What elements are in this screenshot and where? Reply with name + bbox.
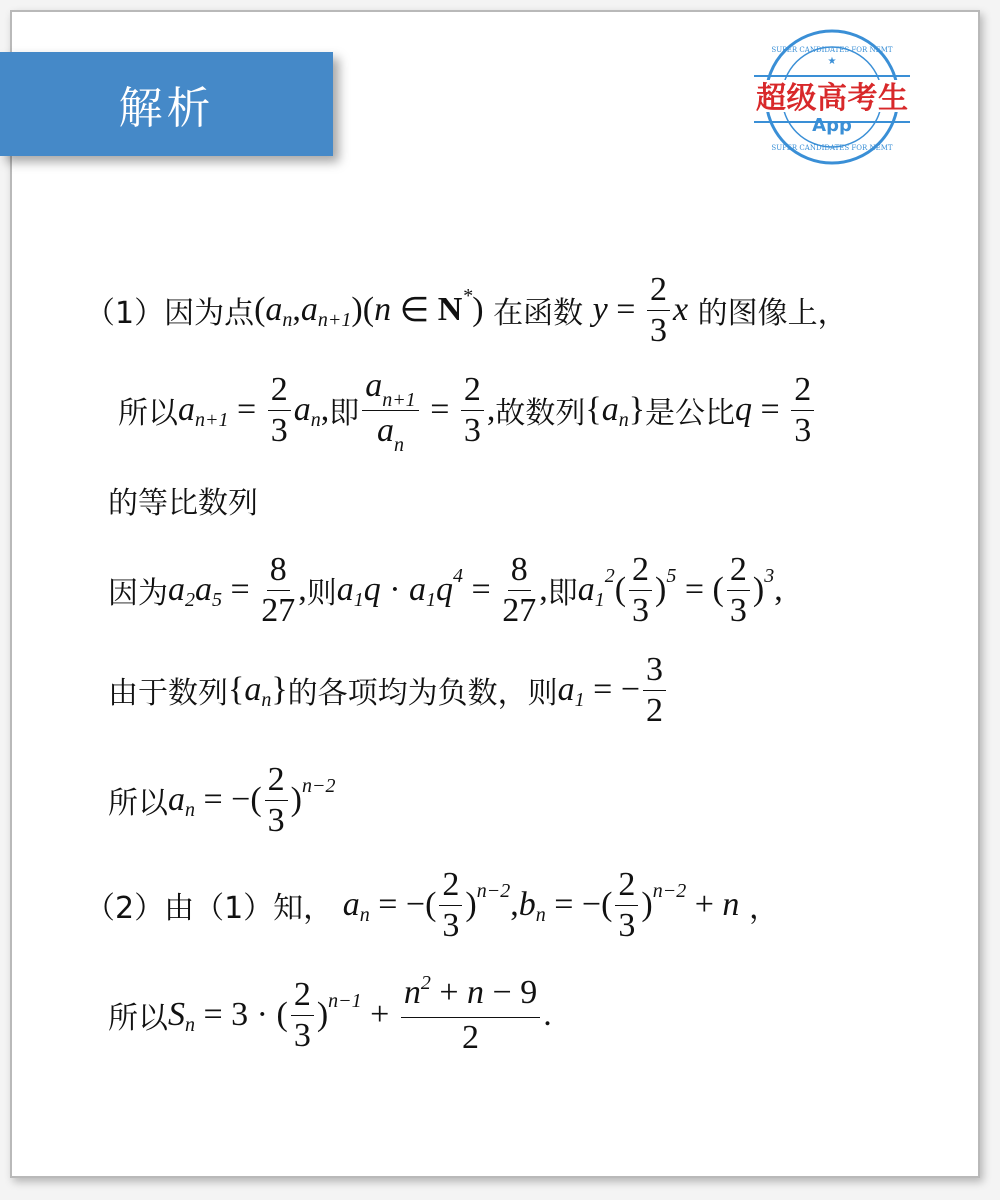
fraction	[791, 370, 814, 451]
math-symbol: 2	[463, 370, 481, 408]
svg-text:SUPER CANDIDATES FOR NEMT: SUPER CANDIDATES FOR NEMT	[771, 144, 893, 152]
text-run: 则	[306, 576, 337, 611]
math-symbol: )	[290, 781, 302, 818]
math-symbol: )	[465, 886, 477, 923]
math-symbol: )	[472, 291, 484, 328]
solution-line	[108, 755, 336, 845]
subscript: 2	[185, 588, 195, 611]
denominator	[442, 906, 459, 946]
math-symbol: ·	[380, 571, 410, 608]
numerator	[267, 550, 290, 591]
fraction	[647, 270, 670, 351]
math-variable: a	[178, 391, 195, 428]
denominator	[464, 411, 481, 451]
superscript: n−2	[476, 879, 511, 902]
math-symbol: }	[271, 671, 288, 708]
math-symbol: 2	[267, 760, 285, 798]
math-variable: y	[592, 291, 608, 328]
math-symbol: 3	[646, 650, 664, 688]
math-symbol: }	[628, 391, 646, 428]
superscript: 2	[420, 971, 431, 994]
subscript: n	[282, 308, 293, 331]
denominator	[632, 591, 649, 631]
math-variable: a	[557, 671, 575, 708]
math-symbol: 2	[729, 550, 747, 588]
math-symbol: =	[752, 391, 789, 428]
denominator	[646, 691, 663, 731]
fraction	[362, 366, 419, 455]
text-run: 由于数列	[108, 676, 228, 711]
math-symbol: 2	[462, 1018, 480, 1056]
math-variable: a	[168, 781, 185, 818]
math-variable: n	[403, 973, 421, 1011]
solution-line	[85, 265, 848, 355]
subscript: n	[535, 903, 546, 926]
math-symbol: 3	[442, 906, 460, 944]
math-symbol: 2	[270, 370, 288, 408]
math-symbol: ,	[539, 571, 548, 608]
subscript: n+1	[195, 408, 229, 431]
math-symbol: =	[222, 571, 259, 608]
denominator	[268, 801, 285, 841]
math-symbol: 3	[463, 411, 481, 449]
subscript: n	[618, 408, 629, 431]
math-symbol: 8	[269, 550, 287, 588]
math-symbol: {	[228, 671, 245, 708]
svg-text:App: App	[812, 115, 852, 136]
text-run: 即	[547, 576, 578, 611]
numerator	[291, 975, 314, 1016]
svg-text:★: ★	[827, 56, 837, 67]
math-variable: a	[168, 571, 185, 608]
superscript: 2	[604, 564, 615, 587]
math-symbol: − 9	[484, 973, 538, 1011]
fraction	[727, 550, 750, 631]
math-symbol: )	[641, 886, 653, 923]
math-symbol: 2	[293, 975, 311, 1013]
brand-logo	[752, 26, 912, 168]
fraction	[291, 975, 314, 1056]
superscript: n−2	[652, 879, 687, 902]
numerator	[461, 370, 484, 411]
fraction	[265, 760, 288, 841]
math-symbol: (	[614, 571, 627, 608]
text-run: 所以	[118, 396, 178, 431]
fraction	[502, 550, 536, 631]
solution-line	[108, 645, 669, 735]
superscript: 4	[453, 564, 464, 587]
text-run: 所以	[108, 1001, 168, 1036]
math-symbol: = −	[584, 671, 641, 708]
subscript: n	[185, 798, 195, 821]
superscript: 3	[764, 564, 775, 587]
math-variable: b	[518, 886, 536, 923]
text-run: 的各项均为负数，则	[287, 676, 558, 711]
math-symbol: =	[463, 571, 500, 608]
math-variable: a	[293, 391, 311, 428]
denominator	[261, 591, 295, 631]
numerator	[268, 370, 291, 411]
math-symbol: = −(	[369, 886, 437, 923]
math-symbol: ,	[774, 571, 783, 608]
fraction	[439, 865, 462, 946]
text-run: 即	[329, 396, 360, 431]
math-variable: S	[168, 996, 185, 1033]
math-variable: n	[374, 291, 392, 328]
denominator	[794, 411, 811, 451]
text-run: ，	[739, 891, 779, 926]
text-run: 故数列	[495, 396, 586, 431]
math-symbol: =	[228, 391, 265, 428]
solution-line	[108, 970, 552, 1060]
math-variable: a	[365, 366, 383, 404]
math-symbol: +	[686, 886, 723, 923]
math-symbol: = −(	[195, 781, 262, 818]
superscript: *	[462, 284, 473, 307]
math-symbol: 3	[632, 591, 650, 629]
text-run: 因为	[108, 576, 168, 611]
math-symbol: ∈	[391, 292, 438, 329]
math-symbol: 3	[618, 906, 636, 944]
math-symbol: )	[316, 996, 329, 1033]
subscript: 5	[212, 588, 222, 611]
math-symbol: ,	[320, 391, 330, 428]
numerator	[439, 865, 462, 906]
math-variable: q	[363, 571, 381, 608]
math-variable: a	[409, 571, 427, 608]
math-symbol: =	[421, 391, 458, 428]
math-symbol: ,	[298, 571, 307, 608]
denominator	[730, 591, 747, 631]
math-variable: q	[436, 571, 454, 608]
numerator	[629, 550, 652, 591]
math-symbol: = −(	[545, 886, 613, 923]
denominator	[462, 1018, 479, 1058]
math-symbol: 3	[267, 801, 285, 839]
solution-line	[108, 455, 258, 545]
math-variable: a	[376, 411, 394, 449]
numerator	[265, 760, 288, 801]
math-symbol: 3	[649, 311, 667, 349]
math-symbol: 27	[261, 591, 296, 629]
math-variable: a	[195, 571, 212, 608]
math-symbol: 8	[510, 550, 528, 588]
subscript: 1	[574, 688, 585, 711]
fraction	[261, 550, 295, 631]
fraction	[268, 370, 291, 451]
subscript: n+1	[382, 388, 416, 411]
numerator	[727, 550, 750, 591]
math-symbol: 2	[646, 691, 664, 729]
text-run: 的等比数列	[108, 486, 258, 521]
math-variable: a	[300, 291, 318, 328]
math-symbol: {	[585, 391, 602, 428]
subscript: 1	[594, 588, 605, 611]
text-run: 在函数	[483, 296, 593, 331]
math-variable: x	[672, 291, 689, 328]
solution-line	[118, 365, 817, 455]
math-variable: n	[722, 886, 740, 923]
numerator	[508, 550, 531, 591]
numerator	[615, 865, 638, 906]
math-symbol: (	[254, 291, 266, 328]
subscript: n	[310, 408, 321, 431]
math-symbol: 3	[729, 591, 747, 629]
math-symbol: 2	[649, 270, 667, 308]
math-variable: a	[244, 671, 262, 708]
denominator	[294, 1016, 311, 1056]
math-symbol: = 3 · (	[195, 996, 288, 1033]
text-run: （2）由（1）知，	[85, 891, 343, 926]
math-variable: a	[342, 886, 360, 923]
numerator	[647, 270, 670, 311]
math-set: N	[437, 291, 463, 328]
section-title: 解析	[118, 83, 215, 134]
math-variable: a	[265, 291, 283, 328]
text-run: 所以	[108, 786, 168, 821]
math-variable: n	[467, 973, 485, 1011]
numerator	[362, 366, 419, 411]
text-run: （1）因为点	[85, 296, 255, 331]
fraction	[401, 973, 540, 1058]
numerator	[643, 650, 666, 691]
math-symbol: 3	[794, 411, 812, 449]
superscript: n−2	[302, 774, 336, 797]
denominator	[502, 591, 536, 631]
math-symbol: = (	[676, 571, 724, 608]
math-symbol: )	[752, 571, 765, 608]
text-run: 的图像上，	[688, 296, 848, 331]
math-variable: a	[601, 391, 619, 428]
math-symbol: +	[361, 996, 398, 1033]
math-variable: a	[336, 571, 354, 608]
math-symbol: 3	[293, 1016, 311, 1054]
math-symbol: =	[607, 291, 644, 328]
section-banner	[0, 52, 333, 156]
math-variable: a	[577, 571, 595, 608]
numerator	[791, 370, 814, 411]
solution-line	[85, 860, 779, 950]
math-symbol: 2	[632, 550, 650, 588]
math-symbol: 3	[270, 411, 288, 449]
math-symbol: 2	[442, 865, 460, 903]
math-symbol: 2	[618, 865, 636, 903]
math-symbol: ,	[292, 291, 301, 328]
subscript: 1	[426, 588, 437, 611]
subscript: n	[393, 433, 404, 456]
math-symbol: 27	[502, 591, 537, 629]
denominator	[650, 311, 667, 351]
superscript: n−1	[328, 989, 362, 1012]
math-symbol: )	[655, 571, 667, 608]
subscript: n	[359, 903, 370, 926]
denominator	[271, 411, 288, 451]
fraction	[461, 370, 484, 451]
fraction	[643, 650, 666, 731]
superscript: 5	[666, 564, 677, 587]
denominator	[618, 906, 635, 946]
text-run: 是公比	[645, 396, 736, 431]
subscript: n+1	[317, 308, 352, 331]
subscript: n	[185, 1013, 195, 1036]
math-variable: q	[735, 391, 753, 428]
math-symbol: +	[430, 973, 468, 1011]
svg-text:超级高考生: 超级高考生	[756, 81, 908, 116]
solution-line	[108, 545, 783, 635]
math-symbol: .	[543, 996, 552, 1033]
math-symbol: 2	[794, 370, 812, 408]
subscript: 1	[353, 588, 364, 611]
math-symbol: ,	[510, 886, 519, 923]
fraction	[629, 550, 652, 631]
math-symbol: ,	[486, 391, 496, 428]
subscript: n	[261, 688, 272, 711]
numerator	[401, 973, 540, 1018]
fraction	[615, 865, 638, 946]
math-symbol: )(	[351, 291, 375, 328]
svg-text:SUPER CANDIDATES FOR NEMT: SUPER CANDIDATES FOR NEMT	[771, 46, 893, 54]
